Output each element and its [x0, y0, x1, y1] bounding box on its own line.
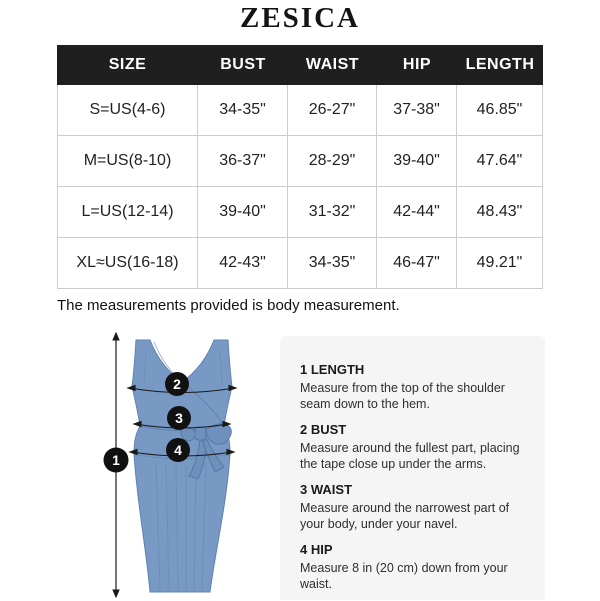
- cell-waist: 28-29": [288, 136, 377, 187]
- table-header-row: [57, 45, 543, 85]
- guide-item-hip: [300, 541, 532, 592]
- cell-bust: 34-35": [198, 85, 288, 136]
- svg-text:1: 1: [112, 452, 120, 468]
- guide-title: 4 HIP: [300, 542, 333, 557]
- measuring-instructions: [300, 361, 532, 601]
- table-row: [57, 187, 543, 238]
- marker-length: [104, 448, 129, 473]
- cell-bust: 42-43": [198, 238, 288, 289]
- svg-text:3: 3: [175, 410, 183, 426]
- cell-length: 48.43": [457, 187, 543, 238]
- marker-waist: [167, 406, 191, 430]
- brand-logo: ZESICA: [240, 2, 360, 34]
- cell-bust: 36-37": [198, 136, 288, 187]
- guide-item-bust: [300, 421, 532, 472]
- table-row: [57, 238, 543, 289]
- dress-measurement-illustration: [84, 332, 300, 598]
- header-length: LENGTH: [465, 56, 535, 73]
- cell-size: S=US(4-6): [57, 85, 198, 136]
- table-row: [57, 136, 543, 187]
- table-body: [57, 85, 543, 289]
- guide-desc: Measure around the fullest part, placing the tape close up under the arms.: [300, 441, 520, 471]
- header-waist: WAIST: [305, 56, 360, 73]
- cell-hip: 39-40": [377, 136, 457, 187]
- cell-waist: 26-27": [288, 85, 377, 136]
- marker-bust: [165, 372, 189, 396]
- guide-title: 2 BUST: [300, 422, 347, 437]
- cell-size: L=US(12-14): [57, 187, 198, 238]
- guide-item-waist: [300, 481, 532, 532]
- cell-size: M=US(8-10): [57, 136, 198, 187]
- guide-title: 1 LENGTH: [300, 362, 365, 377]
- header-hip: HIP: [402, 56, 432, 73]
- guide-title: 3 WAIST: [300, 482, 353, 497]
- guide-desc: Measure from the top of the shoulder seam down to the hem.: [300, 381, 505, 411]
- body-measurement-note: The measurements provided is body measurement.: [57, 297, 400, 314]
- cell-length: 49.21": [457, 238, 543, 289]
- cell-hip: 46-47": [377, 238, 457, 289]
- cell-length: 46.85": [457, 85, 543, 136]
- guide-desc: Measure around the narrowest part of your body, under your navel.: [300, 501, 510, 531]
- svg-text:4: 4: [174, 442, 182, 458]
- cell-length: 47.64": [457, 136, 543, 187]
- cell-waist: 31-32": [288, 187, 377, 238]
- header-size: SIZE: [108, 56, 147, 73]
- marker-hip: [166, 438, 190, 462]
- cell-hip: 37-38": [377, 85, 457, 136]
- cell-bust: 39-40": [198, 187, 288, 238]
- cell-waist: 34-35": [288, 238, 377, 289]
- header-bust: BUST: [220, 56, 266, 73]
- guide-desc: Measure 8 in (20 cm) down from your waist.: [300, 561, 508, 591]
- cell-hip: 42-44": [377, 187, 457, 238]
- size-chart-table: [57, 45, 543, 289]
- svg-text:2: 2: [173, 376, 181, 392]
- cell-size: XL≈US(16-18): [57, 238, 198, 289]
- table-row: [57, 85, 543, 136]
- guide-item-length: [300, 361, 532, 412]
